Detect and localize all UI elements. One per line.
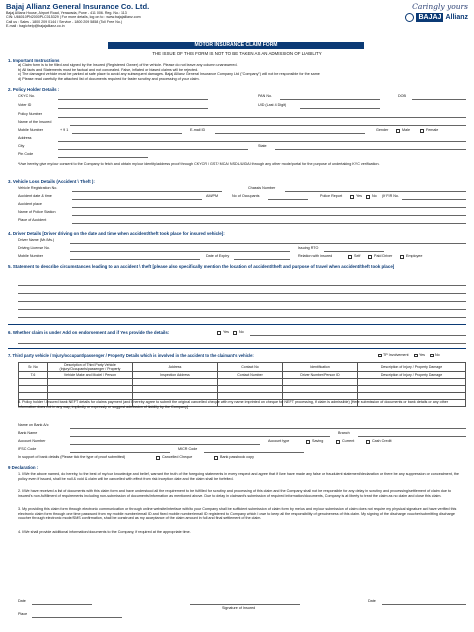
address-label: Address [18, 136, 32, 140]
statement-line-5[interactable] [18, 317, 466, 318]
statement-line-3[interactable] [18, 301, 466, 302]
acc-place-field[interactable] [72, 207, 466, 208]
td-driver-id: Driver Number/Person ID [283, 372, 358, 379]
policy-label: Policy Number [18, 112, 42, 116]
acc-number-label: Account Number [18, 439, 46, 443]
acc-number-field[interactable] [70, 444, 260, 445]
driver-mobile-label: Mobile Number [18, 254, 44, 258]
brand-bajaj: BAJAJ [418, 14, 442, 21]
branch-field[interactable] [358, 436, 466, 437]
place-accident-field[interactable] [72, 223, 466, 224]
policy-field[interactable] [58, 117, 466, 118]
female-label: Female [426, 128, 439, 132]
occupants-field[interactable] [268, 199, 308, 200]
employee-checkbox[interactable] [400, 255, 404, 259]
police-no-checkbox[interactable] [366, 195, 370, 199]
signature-label: Signature of Insured [222, 606, 256, 610]
declaration-1: 1. I/We the above named, do hereby, to the best of my/our knowledge and belief, warrant the truth of the foregoing statements in every respect and agree that if I/we have made any false or fraudulent statement/declaration or there be any suppression or concealment, the policy even if issued, shall be null & void & claim will be cancelled with effect from risk inception date and the claim shall be forfeited. [18, 472, 459, 481]
occupants-label: No of Occupants [232, 194, 260, 198]
td-srno: T.6 [19, 372, 48, 379]
th-ident: Identification [283, 363, 358, 372]
s5-title: 5. Statement to describe circumstances leading to an accident \ theft [please also specifically mention the location of accident/theft and purpose of travel when accident/theft took place] [8, 264, 395, 269]
brand-allianz: Allianz [445, 14, 468, 21]
passbook-label: Bank passbook copy [220, 455, 255, 459]
company-address: Bajaj Allianz House, Airport Road, Yerawada, Pune - 411 006. Reg. No.: 113 [6, 11, 127, 15]
date-label: Date [18, 599, 26, 603]
table-row[interactable] [19, 386, 466, 393]
cheque-checkbox[interactable] [156, 456, 160, 460]
relation-label: Relation with insured [298, 254, 333, 258]
expiry-field[interactable] [234, 259, 290, 260]
chassis-label: Chassis Number [248, 186, 276, 190]
police-station-field[interactable] [72, 215, 466, 216]
td-injury: Description of Injury / Property Damage [358, 372, 466, 379]
brand-mark [360, 13, 468, 22]
dl-label: Driving License No. [18, 246, 50, 250]
place-accident-label: Place of Accident [18, 218, 47, 222]
footer-date-field[interactable] [382, 604, 466, 605]
divider [8, 348, 466, 349]
ampm-label: AM/PM [206, 194, 219, 198]
company-cin: CIN: U66010PN2000PLC015329 | For more details, log on to : www.bajajallianz.com [6, 15, 141, 20]
driver-mobile-field[interactable] [70, 259, 200, 260]
cheque-label: Cancelled Cheque [162, 455, 193, 459]
s4-title: 4. Driver Details [Driver driving on the date and time when accident/theft took place for insured vehicle]: [8, 231, 225, 236]
ifsc-label: IFSC Code [18, 447, 37, 451]
declaration-2: 2. I/We have received a list of documents with this claim form and have understood all the requirement to be fulfilled for scrutiny and processing of this claim and the Company shall not be responsible for any delay in scrutiny and processing/settlement of claim due to insured's non-fulfillment of requirements including non-submission of documents/information as mentioned above. Due to delay in claimant's submission of required information/documents, Company is at liberty to treat the claim as no claim and close this claim. [18, 489, 452, 498]
email-field[interactable] [215, 133, 365, 134]
expiry-label: Date of Expiry [206, 254, 230, 258]
police-yes-checkbox[interactable] [350, 195, 354, 199]
uid-field[interactable] [300, 108, 380, 109]
bank-ac-name-field[interactable] [70, 428, 466, 429]
statement-line-1[interactable] [18, 285, 466, 286]
pan-field[interactable] [280, 99, 380, 100]
tp-no-checkbox[interactable] [430, 354, 434, 358]
voter-field[interactable] [58, 108, 208, 109]
form-subtitle: THE ISSUE OF THIS FORM IS NOT TO BE TAKEN AS AN ADMISSION OF LIABILITY [152, 51, 322, 56]
s8-text: 8. Policy holder \ Insured bank NEFT details for claims payment (and I hereby agree to submit the original cancelled cheque with my name imprinted on cheque for NEFT processing, if claim is admissible) [Here submission of documents or bank details or any other information does not in any way, impliedly or expressly or suggest admission of liability by the Company] [18, 400, 449, 409]
company-name: Bajaj Allianz General Insurance Co. Ltd. [6, 2, 150, 11]
police-yes-label: Yes [356, 194, 363, 198]
address-field-1[interactable] [58, 141, 466, 142]
company-header [6, 2, 306, 29]
s1-item-d: d) Please read carefully the attached list of documents required for faster scrutiny and processing of your claim. [18, 76, 200, 81]
email-label: E-mail ID [190, 128, 206, 132]
name-field[interactable] [70, 125, 466, 126]
regno-field[interactable] [72, 191, 222, 192]
table-row[interactable] [19, 379, 466, 386]
ifsc-field[interactable] [70, 452, 170, 453]
addon-no-label: No [239, 330, 244, 334]
paid-driver-label: Paid Driver [374, 254, 393, 258]
pincode-label: Pin Code [18, 152, 34, 156]
city-field[interactable] [58, 149, 248, 150]
company-email: E-mail : bagichelp@bajajallianz.co.in [6, 24, 65, 29]
addon-details-line-2[interactable] [18, 343, 466, 344]
s1-title: 1. Important Instructions [8, 58, 60, 63]
branch-label: Branch [338, 431, 350, 435]
tp-label: TP Involvement [383, 353, 409, 357]
th-desc: Description of Third Party Vehicle (Injury/Occupants/passenger / Property [48, 363, 133, 372]
bank-name-field[interactable] [70, 436, 330, 437]
table-header-row [19, 363, 466, 372]
brand-logo [360, 2, 468, 22]
police-station-label: Name of Police Station [18, 210, 56, 214]
signature-field[interactable] [190, 604, 300, 605]
s6-title: 6. Whether claim is under Add on endorsement and if Yes provide the details: [8, 330, 170, 335]
s3-title: 3. Vehicle Loss Details (Accident \ Theft ): [8, 179, 95, 184]
td-make: Vehicle Make and Model / Person [48, 372, 133, 379]
table-row[interactable] [19, 393, 466, 400]
ckyc-label: CKYC No. [18, 94, 36, 98]
driver-name-label: Driver Name (Mr./Ms.) [18, 238, 55, 242]
rto-field[interactable] [324, 251, 384, 252]
bank-name-label: Bank Name [18, 431, 38, 435]
tp-yes-label: Yes [419, 353, 426, 357]
rto-label: Issuing RTO [298, 246, 319, 250]
police-no-label: No [372, 194, 377, 198]
tp-no-label: No [435, 353, 440, 357]
state-field[interactable] [275, 149, 466, 150]
declaration-3: 3. My providing this claim form through electronic communication or through online website/interface with/to your Company shall be sufficient submission of claim form by me/us and my/our submission of claim does not require my physical signature act have verified this electronic claim form through one time password from my mobile number/email ID and fixed mobile number/email ID registered to Company which I owe to keep all the responsibility of genuineness of this claim. My signing of the discharge voucher/submitting discharge voucher through electronic mode/SMS confirmation, shall be construed as my acceptance of the claim amount in full and final settlement of the claim. [18, 507, 457, 521]
self-label: Self [354, 254, 361, 258]
saving-checkbox[interactable] [306, 440, 310, 444]
company-contact: Call us : Sales - 1800 209 0144 / Service - 1800 209 5858 (Toll Free No.) [6, 19, 123, 24]
tp-yes-checkbox-2[interactable] [414, 354, 418, 358]
date-field[interactable] [32, 604, 92, 605]
proof-label: In support of bank details (Please tick the type of proof submitted) [18, 455, 126, 459]
acc-date-label: Accident date & time [18, 194, 52, 198]
place-field[interactable] [32, 617, 122, 618]
form-title: MOTOR INSURANCE CLAIM FORM [108, 42, 364, 49]
th-contact: Contact No [218, 363, 283, 372]
kyc-consent: *I/we hereby give my/our consent to the Company to fetch and obtain my/our identity/address proof through CKYCR / GST/ MCA/ NSDL/UIDAI through any other mode/portal for the purpose of undertaking KYC verification. [18, 162, 380, 166]
dl-field[interactable] [70, 251, 290, 252]
dob-label: DOB [398, 94, 406, 98]
th-srno: Sr. No [19, 363, 48, 372]
gender-label: Gender [376, 128, 389, 132]
female-checkbox[interactable] [420, 129, 424, 133]
statement-line-4[interactable] [18, 309, 466, 310]
statement-line-2[interactable] [18, 293, 466, 294]
acc-place-label: Accident place [18, 202, 42, 206]
s1-item-a: a) Claim form is to be filled and signed by the Insured (Registered Owner) of the vehicle. Please do not leave any column unanswered. [18, 63, 238, 67]
mobile-field[interactable] [72, 133, 182, 134]
fir-label: (If FIR No. [382, 194, 400, 198]
s1-item-b: b) All facts and Statements must be factual and not concealed. False, inflated or biased claims will be rejected. [18, 67, 199, 72]
td-contact: Contact Number [218, 372, 283, 379]
bank-ac-name-label: Name on Bank A/c [18, 423, 49, 427]
chassis-field[interactable] [285, 191, 466, 192]
bajaj-emblem-icon [405, 13, 414, 22]
addon-yes-checkbox[interactable] [217, 331, 221, 335]
cash-credit-checkbox[interactable] [366, 440, 370, 444]
s9-title: 9 Declaration : [8, 465, 39, 470]
addon-no-checkbox[interactable] [233, 331, 237, 335]
male-label: Male [402, 128, 410, 132]
declaration-4: 4. I/We shall provide additional information/documents to the Company, if required at the appropriate time. [18, 530, 191, 534]
male-checkbox[interactable] [396, 129, 400, 133]
fir-field[interactable] [402, 199, 466, 200]
mobile-label: Mobile Number [18, 128, 44, 132]
name-label: Name of the Insured [18, 120, 52, 124]
addon-details-field[interactable] [250, 335, 466, 336]
tp-yes-checkbox[interactable] [378, 354, 382, 358]
regno-label: Vehicle Registration No. [18, 186, 58, 190]
micr-label: MICR Code [178, 447, 198, 451]
paid-driver-checkbox[interactable] [368, 255, 372, 259]
uid-label: UID (Last 4 Digit) [258, 103, 287, 107]
self-checkbox[interactable] [348, 255, 352, 259]
dob-field[interactable] [412, 99, 466, 100]
voter-label: Voter ID [18, 103, 32, 107]
pincode-field[interactable] [58, 157, 148, 158]
s7-title: 7. Third party vehicle / Injury/occupant/passenger / Property Details which is involved in the accident to the claimant's vehicle: [8, 353, 254, 358]
pan-label: PAN No. [258, 94, 273, 98]
divider [8, 324, 466, 325]
acc-date-field[interactable] [72, 199, 202, 200]
passbook-checkbox[interactable] [214, 456, 218, 460]
tagline: Caringly yours [412, 2, 468, 11]
s2-title: 2. Policy Holder Details : [8, 87, 60, 92]
td-inspection: Inspection Address [133, 372, 218, 379]
place-label: Place [18, 612, 28, 616]
saving-label: Saving [312, 439, 324, 443]
state-label: State [258, 144, 267, 148]
current-label: Current [342, 439, 355, 443]
footer-date-label: Date [368, 599, 376, 603]
driver-name-field[interactable] [70, 243, 466, 244]
th-address: Address [133, 363, 218, 372]
acc-type-label: Account type [268, 439, 290, 443]
s1-item-c: c) The damaged vehicle must be parked at safe place to avoid any subsequent damages. Bajaj Allianz General Insurance Company Ltd ("Company") will not be responsible for the same [18, 72, 320, 76]
th-injury: Description of Injury / Property Damage [358, 363, 466, 372]
employee-label: Employee [406, 254, 423, 258]
ckyc-field[interactable] [58, 99, 208, 100]
micr-field[interactable] [204, 452, 304, 453]
current-checkbox[interactable] [336, 440, 340, 444]
mobile-prefix: + 9 1 [60, 128, 69, 132]
table-row [19, 372, 466, 379]
city-label: City [18, 144, 25, 148]
addon-yes-label: Yes [223, 330, 230, 334]
cash-credit-label: Cash Credit [372, 439, 392, 443]
police-label: Police Report [320, 194, 343, 198]
